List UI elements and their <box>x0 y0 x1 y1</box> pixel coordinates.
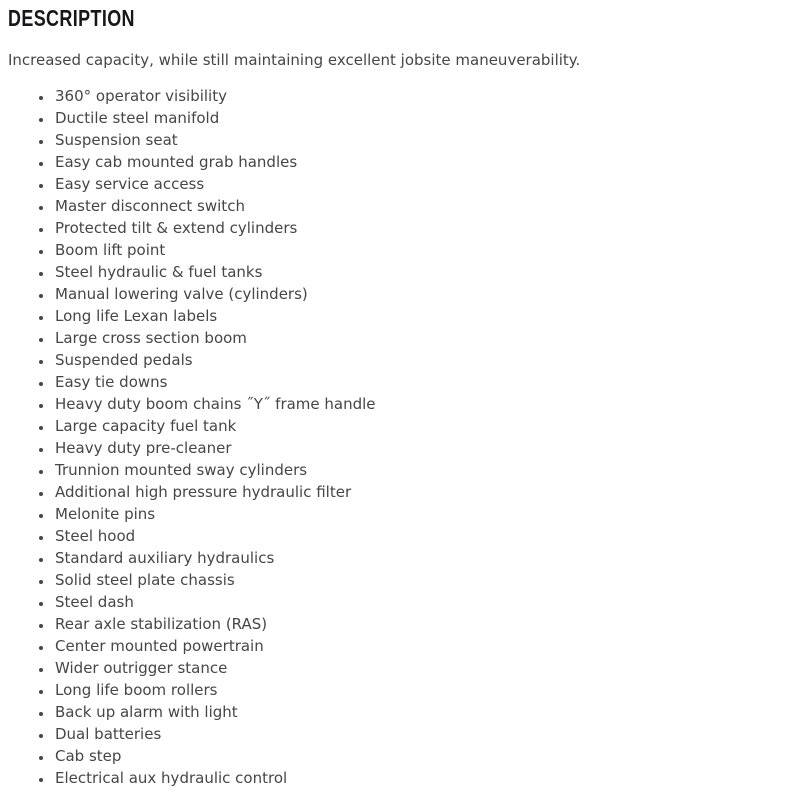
list-item: • Suspension seat <box>53 129 798 151</box>
intro-text: Increased capacity, while still maintaining excellent jobsite maneuverability. <box>8 51 581 69</box>
list-item: • Large capacity fuel tank <box>53 415 798 437</box>
list-item: • Melonite pins <box>53 503 798 525</box>
list-item: • Dual batteries <box>53 723 798 745</box>
list-item: • Trunnion mounted sway cylinders <box>53 459 798 481</box>
list-item: • Easy service access <box>53 173 798 195</box>
list-item: • Steel hood <box>53 525 798 547</box>
list-item: • Steel dash <box>53 591 798 613</box>
list-item: • Easy cab mounted grab handles <box>53 151 798 173</box>
list-item: • Large cross section boom <box>53 327 798 349</box>
list-item: • Long life Lexan labels <box>53 305 798 327</box>
list-item: • Electrical aux hydraulic control <box>53 767 798 789</box>
list-item: • Heavy duty pre-cleaner <box>53 437 798 459</box>
list-item: • Additional high pressure hydraulic filter <box>53 481 798 503</box>
list-item: • Center mounted powertrain <box>53 635 798 657</box>
list-item: • Standard auxiliary hydraulics <box>53 547 798 569</box>
list-item: • Ductile steel manifold <box>53 107 798 129</box>
list-item: • Heavy duty boom chains ˝Y˝ frame handle <box>53 393 798 415</box>
list-item: • Solid steel plate chassis <box>53 569 798 591</box>
list-item: • Steel hydraulic & fuel tanks <box>53 261 798 283</box>
list-item: • Master disconnect switch <box>53 195 798 217</box>
section-title: DESCRIPTION <box>8 5 135 31</box>
list-item: • Easy tie downs <box>53 371 798 393</box>
list-item: • Rear axle stabilization (RAS) <box>53 613 798 635</box>
feature-list <box>8 85 798 789</box>
list-item: • Boom lift point <box>53 239 798 261</box>
list-item: • Suspended pedals <box>53 349 798 371</box>
list-item: • Protected tilt & extend cylinders <box>53 217 798 239</box>
list-item: • Wider outrigger stance <box>53 657 798 679</box>
list-item: • Back up alarm with light <box>53 701 798 723</box>
list-item: • Cab step <box>53 745 798 767</box>
list-item: • Manual lowering valve (cylinders) <box>53 283 798 305</box>
list-item: • Long life boom rollers <box>53 679 798 701</box>
list-item: • 360° operator visibility <box>53 85 798 107</box>
